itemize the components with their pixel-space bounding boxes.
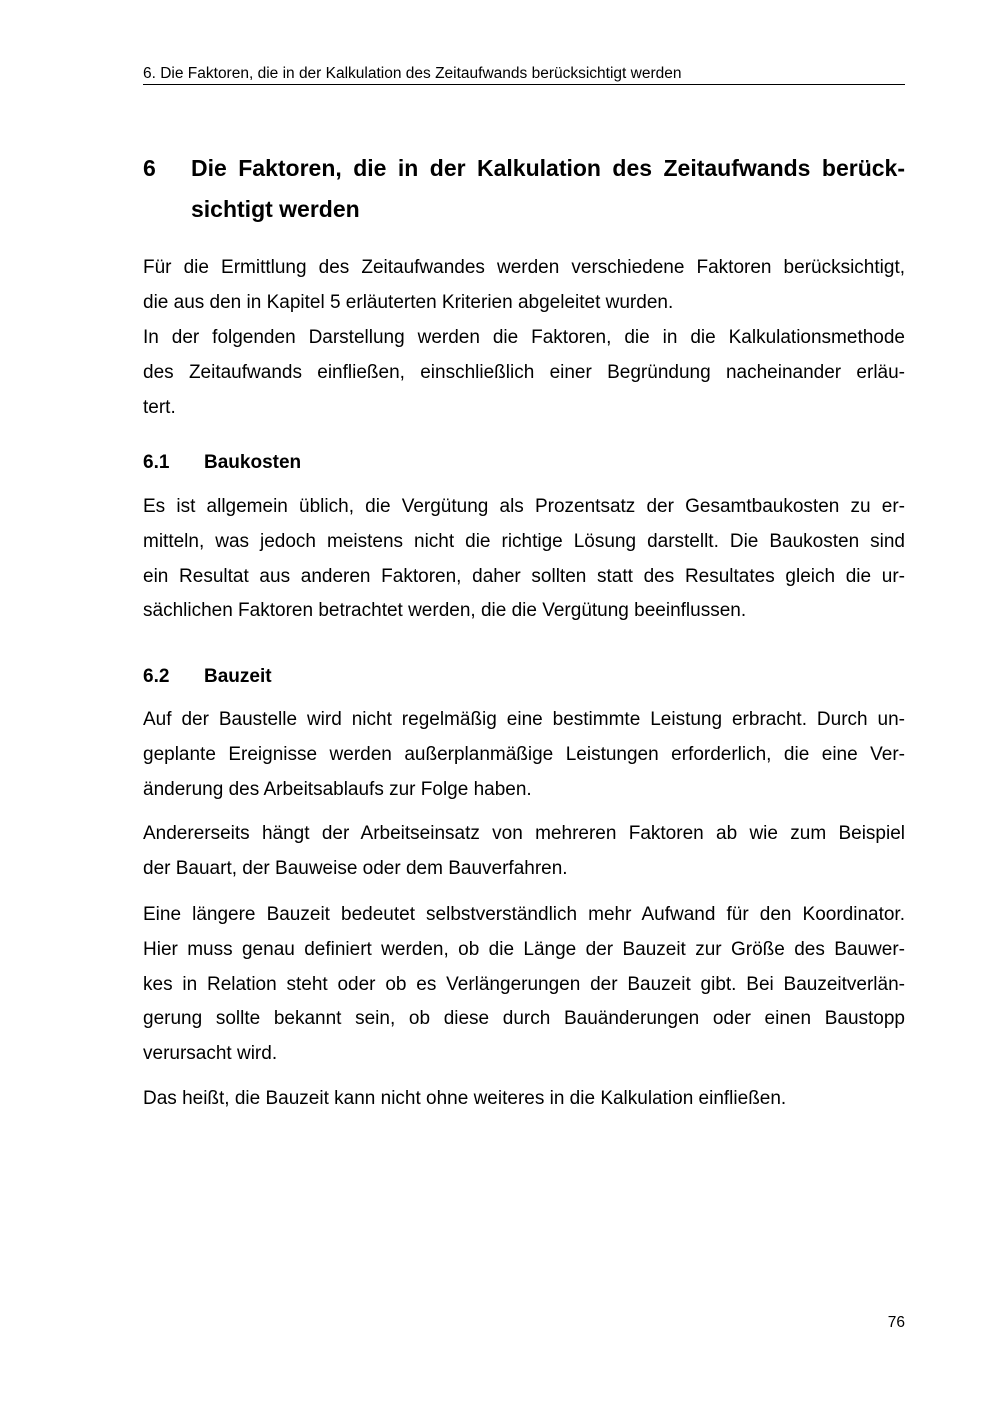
intro-paragraph-2 — [143, 321, 905, 425]
text-line: Für die Ermittlung des Zeitaufwandes werden verschiedene Faktoren berücksichtigt, — [143, 257, 905, 278]
running-header: 6. Die Faktoren, die in der Kalkulation des Zeitaufwands berücksichtigt werden — [143, 64, 905, 85]
section-6-2-paragraph-1 — [143, 703, 905, 807]
text-line: änderung des Arbeitsablaufs zur Folge haben. — [143, 778, 532, 800]
section-number: 6.2 — [143, 666, 170, 687]
text-line: die aus den in Kapitel 5 erläuterten Kriterien abgeleitet wurden. — [143, 291, 674, 313]
text-line: tert. — [143, 396, 176, 418]
text-line: der Bauart, der Bauweise oder dem Bauverfahren. — [143, 857, 568, 879]
text-line: Das heißt, die Bauzeit kann nicht ohne weiteres in die Kalkulation einfließen. — [143, 1088, 787, 1109]
section-6-2-paragraph-4 — [143, 1082, 905, 1117]
text-line: mitteln, was jedoch meistens nicht die richtige Lösung darstellt. Die Baukosten sind — [143, 530, 905, 552]
section-number: 6.1 — [143, 452, 170, 473]
text-line: Auf der Baustelle wird nicht regelmäßig eine bestimmte Leistung erbracht. Durch un- — [143, 709, 905, 730]
chapter-title — [191, 148, 905, 230]
section-title: Bauzeit — [204, 666, 272, 687]
section-title: Baukosten — [204, 452, 302, 473]
section-6-2-paragraph-3 — [143, 898, 905, 1072]
text-line: verursacht wird. — [143, 1043, 278, 1065]
text-line: Andererseits hängt der Arbeitseinsatz von mehreren Faktoren ab wie zum Beispiel — [143, 823, 905, 844]
chapter-title-line: Die Faktoren, die in der Kalkulation des Zeitaufwands berück- — [191, 155, 905, 181]
text-line: sächlichen Faktoren betrachtet werden, die die Vergütung beeinflussen. — [143, 600, 747, 622]
text-line: Hier muss genau definiert werden, ob die Länge der Bauzeit zur Größe des Bauwer- — [143, 938, 905, 960]
text-line: Eine längere Bauzeit bedeutet selbstverständlich mehr Aufwand für den Koordinator. — [143, 904, 905, 925]
text-line: Es ist allgemein üblich, die Vergütung als Prozentsatz der Gesamtbaukosten zu er- — [143, 496, 905, 517]
text-line: geplante Ereignisse werden außerplanmäßige Leistungen erforderlich, die eine Ver- — [143, 743, 905, 765]
text-line: ein Resultat aus anderen Faktoren, daher sollten statt des Resultates gleich die ur- — [143, 565, 905, 587]
section-6-1-paragraph — [143, 490, 905, 629]
chapter-title-line: sichtigt werden — [191, 196, 360, 222]
section-6-2-paragraph-2 — [143, 817, 905, 887]
text-line: gerung sollte bekannt sein, ob diese durch Bauänderungen oder einen Baustopp — [143, 1008, 905, 1030]
chapter-number: 6 — [143, 155, 156, 181]
text-line: In der folgenden Darstellung werden die Faktoren, die in die Kalkulationsmethode — [143, 327, 905, 348]
text-line: des Zeitaufwands einfließen, einschließlich einer Begründung nacheinander erläu- — [143, 361, 905, 383]
intro-paragraph-1 — [143, 251, 905, 321]
page-number: 76 — [887, 1314, 905, 1331]
text-line: kes in Relation steht oder ob es Verlängerungen der Bauzeit gibt. Bei Bauzeitverlän- — [143, 973, 905, 995]
